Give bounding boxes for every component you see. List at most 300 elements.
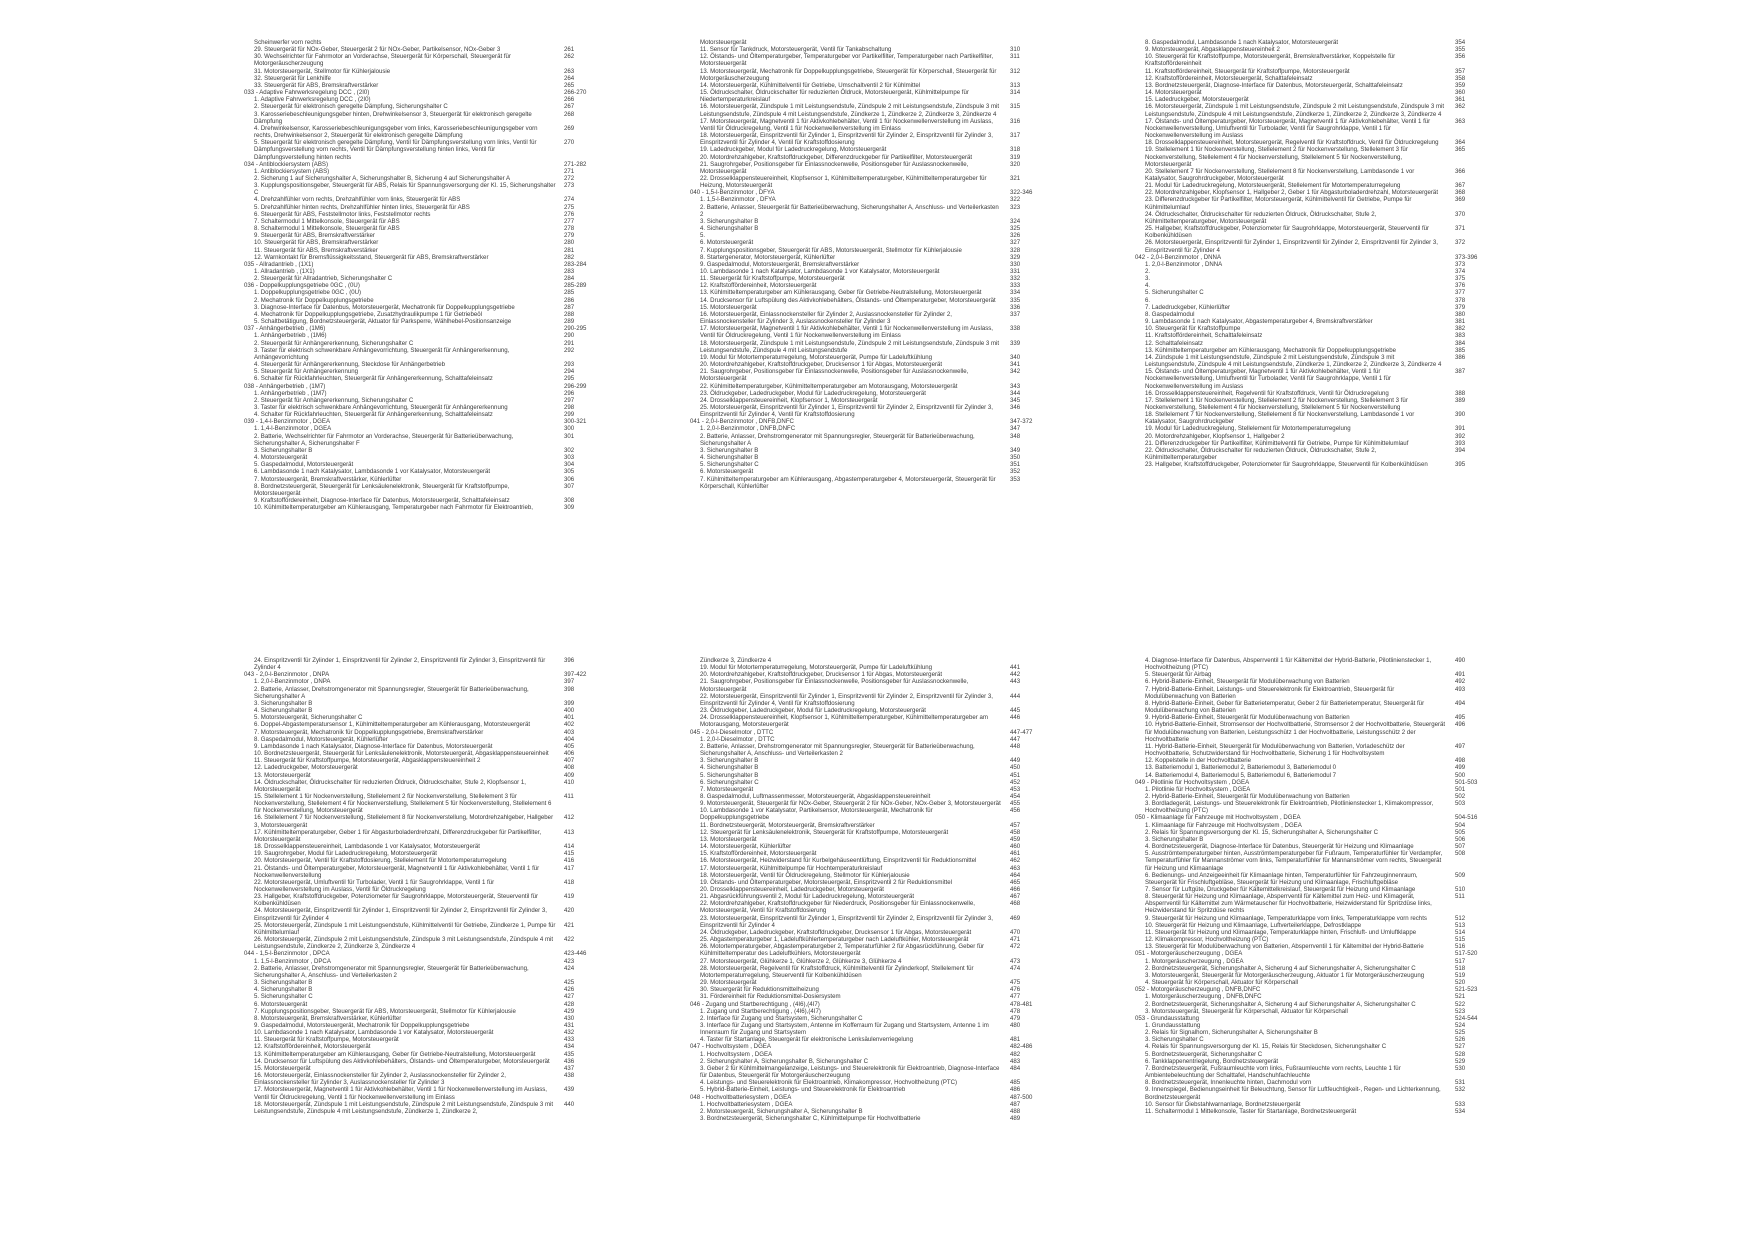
entry-title: 3. Sicherungshalter B <box>254 979 313 987</box>
index-entry <box>1135 850 1485 871</box>
index-section-entry <box>244 325 594 332</box>
entry-page-number: 275 <box>564 203 575 211</box>
entry-title: 11. Steuergerät für Kraftstoffpumpe, Motorsteuergerät, Abgasklappensteuereinheit 2 <box>254 757 481 765</box>
entry-title: 16. Stellelement 7 für Nockenverstellung, Stellelement 8 für Nockenverstellung, Motordrehzahlgeber, Hallgeber 3, Motorsteuergerät <box>254 814 554 829</box>
entry-page-number: 380 <box>1455 310 1466 318</box>
entry-page-number: 330 <box>1010 260 1021 268</box>
index-section-entry <box>244 282 594 289</box>
entry-title: 4. Drehwinkelsensor, Karosseriebeschleunigungsgeber vorn links, Karosseriebeschleunigungsgeber vorn rechts, Drehwinkelsensor 2, Steuergerät für elektronisch geregelte Dämpfung <box>254 124 538 140</box>
entry-page-number: 364 <box>1455 139 1466 147</box>
entry-title: 15. Motorsteuergerät <box>700 303 757 311</box>
entry-page-number: 315 <box>1010 103 1021 111</box>
entry-page-number: 453 <box>1010 785 1021 793</box>
entry-page-number: 530 <box>1455 1064 1466 1072</box>
index-entry <box>690 103 1040 117</box>
entry-title: 8. Gaspedalmodul <box>1145 310 1195 318</box>
entry-page-number: 502 <box>1455 792 1466 800</box>
index-entry <box>244 829 594 843</box>
entry-title: 16. Motorsteuergerät, Zündspule 1 mit Leistungsendstufe, Zündspule 2 mit Leistungsendstufe, Zündspule 3 mit Leistungsendstufe, Zündspule 4 mit Leistungsendstufe, Zündkerze 1, Zündkerze 2, Zündkerze 3, Zündkerze 4 <box>700 103 1000 118</box>
entry-title: 8. Hybrid-Batterie-Einheit, Geber für Batterietemperatur, Geber 2 für Batterietemperatur, Steuergerät für Modulüberwachung von Batterien <box>1145 699 1425 715</box>
entry-page-number: 427 <box>564 993 575 1001</box>
index-entry <box>1135 39 1485 46</box>
entry-title: 12. Kraftstoffördereinheit, Motorsteuergerät, Schalttafeleinsatz <box>1145 74 1313 82</box>
index-entry <box>690 68 1040 82</box>
index-entry <box>1135 239 1485 253</box>
entry-title: 8. Motorsteuergerät, Bremskraftverstärker, Kühlerlüfter <box>254 1014 402 1022</box>
index-entry <box>244 447 594 454</box>
entry-page-number: 290 <box>564 332 575 340</box>
entry-page-number: 265 <box>564 81 575 89</box>
entry-title: 11. Steuergerät für Heizung und Klimaanlage, Temperaturklappe hinten, Frischluft- und Umluftklappe <box>1145 928 1417 936</box>
entry-title: 10. Lambdasonde 1 vor Katalysator, Partikelsensor, Motorsteuergerät, Mechatronik für Doppelkupplungsgetriebe <box>700 807 933 822</box>
index-entry <box>1135 289 1485 296</box>
index-entry <box>690 943 1040 957</box>
entry-page-number: 430 <box>564 1014 575 1022</box>
entry-page-number: 316 <box>1010 117 1021 125</box>
entry-page-number: 290-295 <box>564 325 587 333</box>
index-entry <box>1135 96 1485 103</box>
entry-title: 1. 1,5-l-Benzinmotor , DPCA <box>254 957 331 965</box>
index-entry <box>1135 311 1485 318</box>
entry-title: 7. Motorsteuergerät <box>700 785 754 793</box>
index-entry <box>690 807 1040 821</box>
index-entry <box>244 332 594 339</box>
entry-page-number: 481 <box>1010 1036 1021 1044</box>
index-entry <box>690 454 1040 461</box>
entry-page-number: 271 <box>564 167 575 175</box>
entry-title: 16. Motorsteuergerät, Einlassnockensteller für Zylinder 2, Auslassnockensteller für Zylinder 2, Einlassnockensteller für Zylinder 3, Auslassnockensteller für Zylinder 3 <box>254 1072 506 1087</box>
index-entry <box>244 82 594 89</box>
entry-title: 9. Steuergerät für Heizung und Klimaanlage, Temperaturklappe vorn links, Temperaturklappe vorn rechts <box>1145 914 1427 922</box>
entry-page-number: 419 <box>564 893 575 901</box>
entry-title: 2. Hybrid-Batterie-Einheit, Steuergerät für Modulüberwachung von Batterien <box>1145 792 1350 800</box>
entry-page-number: 421 <box>564 921 575 929</box>
index-entry <box>690 468 1040 475</box>
index-entry <box>690 958 1040 965</box>
entry-page-number: 273 <box>564 182 575 190</box>
entry-title: 20. Drosselklappensteuereinheit, Ladedruckgeber, Motorsteuergerät <box>700 886 884 893</box>
index-entry <box>1135 340 1485 347</box>
entry-title: 4. Schalter für Rückfahrleuchten, Steuergerät für Anhängererkennung, Schalttafeleinsatz <box>254 411 493 419</box>
index-entry <box>690 865 1040 872</box>
index-entry <box>244 1015 594 1022</box>
index-entry <box>690 829 1040 836</box>
entry-title: 11. Steuergerät für Kraftstoffpumpe, Motorsteuergerät <box>700 275 845 283</box>
entry-title: 31. Motorsteuergerät, Stellmotor für Kühlerjalousie <box>254 67 391 75</box>
entry-page-number: 479 <box>1010 1014 1021 1022</box>
index-entry <box>1135 936 1485 943</box>
index-entry <box>1135 1036 1485 1043</box>
entry-title: 3. Sicherungshalter B <box>700 757 759 765</box>
index-entry <box>1135 1058 1485 1065</box>
entry-page-number: 432 <box>564 1029 575 1037</box>
entry-page-number: 474 <box>1010 964 1021 972</box>
index-entry <box>244 404 594 411</box>
entry-title: 15. Ölstands- und Öltemperaturgeber, Magnetventil 1 für Aktivkohlebehälter, Ventil 1 für Nockenwellenverstellung, Umluftventil für Turbolader, Ventil für Saugrohrklappe, Ventil 1 für Nockenwellenverstellung im Auslass <box>1145 368 1391 390</box>
entry-page-number: 449 <box>1010 757 1021 765</box>
entry-title: 11. Schaltermodul 1 Mittelkonsole, Taster für Startanlage, Bordnetzsteuergerät <box>1145 1107 1357 1115</box>
index-entry <box>244 375 594 382</box>
entry-title: 1. Doppelkupplungsgetriebe 0GC , (0U) <box>254 289 362 297</box>
entry-page-number: 362 <box>1455 103 1466 111</box>
entry-title: 19. Modul für Motortemperaturregelung, Motorsteuergerät, Pumpe für Ladeluftkühlung <box>700 353 933 361</box>
entry-page-number: 373-396 <box>1455 253 1478 261</box>
entry-title: 3. Bordladegerät, Leistungs- und Steuerelektronik für Elektroantrieb, Pilotlinienstecker 1, Klimakompressor, Hochvoltheizung (PTC) <box>1145 800 1434 815</box>
entry-title: 5. Sicherungshalter B <box>700 771 759 779</box>
entry-title: 9. Hybrid-Batterie-Einheit, Steuergerät für Modulüberwachung von Batterien <box>1145 714 1350 722</box>
entry-title: 7. Kupplungspositionsgeber, Steuergerät für ABS, Motorsteuergerät, Stellmotor für Kühlerjalousie <box>254 1007 516 1015</box>
entry-title: 23. Motorsteuergerät, Einspritzventil für Zylinder 1, Einspritzventil für Zylinder 2, Einspritzventil für Zylinder 3, Einspritzventil für Zylinder 4 <box>700 914 993 929</box>
entry-page-number: 492 <box>1455 678 1466 686</box>
entry-page-number: 284 <box>564 275 575 283</box>
entry-title: 24. Drosselklappensteuereinheit, Klopfsensor 1, Motorsteuergerät <box>700 396 878 404</box>
entry-title: 3. Motorsteuergerät, Steuergerät für Motorgeräuscherzeugung, Aktuator 1 für Motorgeräuscherzeugung <box>1145 971 1425 979</box>
entry-page-number: 371 <box>1455 225 1466 233</box>
entry-page-number: 506 <box>1455 835 1466 843</box>
entry-title: 19. Saugrohrgeber, Modul für Ladedruckregelung, Motorsteuergerät <box>254 850 437 858</box>
entry-title: 26. Motorsteuergerät, Einspritzventil für Zylinder 1, Einspritzventil für Zylinder 2, Einspritzventil für Zylinder 3, Einspritzventil für Zylinder 4 <box>1145 239 1438 254</box>
entry-title: 17. Motorsteuergerät, Kühlmittelpumpe für Hochtemperaturkreislauf <box>700 864 883 872</box>
entry-title: 2. <box>1145 268 1151 275</box>
index-entry <box>1135 1086 1485 1100</box>
index-entry <box>244 483 594 497</box>
entry-page-number: 341 <box>1010 361 1021 369</box>
index-entry <box>244 425 594 432</box>
index-entry <box>690 757 1040 764</box>
entry-page-number: 420 <box>564 907 575 915</box>
entry-title: 10. Bordnetzsteuergerät, Steuergerät für Lenksäulenelektronik, Motorsteuergerät, Abgasklappensteuereinheit <box>254 750 549 758</box>
entry-title: 13. Motorsteuergerät <box>254 771 311 779</box>
index-entry <box>690 1115 1040 1122</box>
entry-page-number: 397-422 <box>564 671 587 679</box>
index-entry <box>244 347 594 361</box>
entry-page-number: 338 <box>1010 325 1021 333</box>
index-entry <box>244 390 594 397</box>
entry-page-number: 519 <box>1455 971 1466 979</box>
entry-title: Zündkerze 3, Zündkerze 4 <box>700 657 772 664</box>
index-entry <box>244 936 594 950</box>
entry-page-number: 322 <box>1010 196 1021 204</box>
index-entry <box>244 879 594 893</box>
entry-page-number: 326 <box>1010 232 1021 240</box>
entry-title: 4. Leistungs- und Steuerelektronik für Elektroantrieb, Klimakompressor, Hochvoltheizung (PTC) <box>700 1079 958 1087</box>
entry-page-number: 353 <box>1010 475 1021 483</box>
index-column-6 <box>1135 657 1485 1115</box>
entry-page-number: 396 <box>564 657 575 664</box>
entry-title: 24. Drosselklappensteuereinheit, Klopfsensor 1, Kühlmitteltemperaturgeber, Kühlmitteltemperaturgeber am Motorausgang, Motorsteuergerät <box>700 714 988 729</box>
entry-page-number: 285-289 <box>564 282 587 290</box>
entry-page-number: 486 <box>1010 1086 1021 1094</box>
entry-title: 035 - Allradantrieb , (1X1) <box>244 260 314 268</box>
entry-title: 24. Öldruckschalter, Öldruckschalter für reduzierten Öldruck, Öldruckschalter, Stufe 2, Kühlmitteltemperaturgeber, Motorsteuergerät <box>1145 210 1377 225</box>
index-entry <box>1135 979 1485 986</box>
index-entry <box>690 361 1040 368</box>
entry-page-number: 347 <box>1010 425 1021 433</box>
entry-page-number: 270 <box>564 139 575 147</box>
index-entry <box>690 275 1040 282</box>
entry-title: 6. Lambdasonde 1 nach Katalysator, Lambdasonde 1 vor Katalysator, Motorsteuergerät <box>254 468 491 476</box>
index-entry <box>244 736 594 743</box>
entry-page-number: 418 <box>564 878 575 886</box>
entry-page-number: 280 <box>564 239 575 247</box>
index-entry <box>1135 829 1485 836</box>
entry-page-number: 509 <box>1455 871 1466 879</box>
entry-title: 23. Öldruckgeber, Ladedruckgeber, Modul für Ladedruckregelung, Motorsteuergerät <box>700 707 926 715</box>
index-entry <box>244 111 594 125</box>
entry-title: 15. Kraftstoffördereinheit, Motorsteuergerät <box>700 850 817 858</box>
index-entry <box>244 368 594 375</box>
index-entry <box>1135 714 1485 721</box>
entry-title: 037 - Anhängerbetrieb , (1M6) <box>244 325 326 333</box>
entry-page-number: 314 <box>1010 89 1021 97</box>
entry-page-number: 360 <box>1455 89 1466 97</box>
index-entry <box>690 261 1040 268</box>
index-entry <box>690 447 1040 454</box>
index-entry <box>690 82 1040 89</box>
entry-page-number: 292 <box>564 346 575 354</box>
index-entry <box>244 743 594 750</box>
entry-title: 21. Saugrohrgeber, Positionsgeber für Einlassnockenwelle, Positionsgeber für Auslassnockenwelle, Motorsteuergerät <box>700 678 969 693</box>
entry-page-number: 498 <box>1455 757 1466 765</box>
entry-title: 24. Öldruckgeber, Ladedruckgeber, Kraftstoffdruckgeber, Drucksensor 1 für Abgas, Motorsteuergerät <box>700 928 972 936</box>
index-entry <box>244 657 594 671</box>
entry-title: 13. Kühlmitteltemperaturgeber am Kühlerausgang, Geber für Getriebe-Neutralstellung, Motorsteuergerät <box>700 289 982 297</box>
entry-page-number: 287 <box>564 303 575 311</box>
entry-page-number: 333 <box>1010 282 1021 290</box>
entry-page-number: 478-481 <box>1010 1000 1033 1008</box>
entry-page-number: 312 <box>1010 67 1021 75</box>
entry-page-number: 263 <box>564 67 575 75</box>
entry-title: 11. Kraftstoffördereinheit, Steuergerät für Kraftstoffpumpe, Motorsteuergerät <box>1145 67 1350 75</box>
entry-title: 3. Sicherungshalter B <box>1145 835 1204 843</box>
index-entry <box>690 1079 1040 1086</box>
entry-title: 18. Drosselklappensteuereinheit, Lambdasonde 1 vor Katalysator, Motorsteuergerät <box>254 843 480 851</box>
entry-page-number: 307 <box>564 482 575 490</box>
entry-title: 6. Bedienungs- und Anzeigeeinheit für Klimaanlage hinten, Temperaturfühler für Fahrzeuginnenraum, Steuergerät für Frischluftgebläse, Steuergerät für Heizung und Klimaanlage, Frischluftgebläse <box>1145 871 1418 886</box>
index-entry <box>1135 772 1485 779</box>
entry-page-number: 377 <box>1455 289 1466 297</box>
entry-title: 10. Steuergerät für ABS, Bremskraftverstärker <box>254 239 379 247</box>
index-entry <box>690 311 1040 325</box>
entry-page-number: 317 <box>1010 132 1021 140</box>
entry-title: 6. Sicherungshalter C <box>700 778 759 786</box>
entry-title: 049 - Pilotlinie für Hochvoltsystem , DGEA <box>1135 778 1250 786</box>
entry-title: 13. Batteriemodul 1, Batteriemodul 2, Batteriemodul 3, Batteriemodul 0 <box>1145 764 1337 772</box>
entry-page-number: 507 <box>1455 843 1466 851</box>
entry-page-number: 347-372 <box>1010 418 1033 426</box>
entry-title: 2. Relais für Spannungsversorgung der Kl. 15, Sicherungshalter A, Sicherungshalter C <box>1145 828 1379 836</box>
index-entry <box>244 454 594 461</box>
index-entry <box>244 497 594 504</box>
entry-title: 1. Allradantrieb , (1X1) <box>254 268 315 275</box>
index-entry <box>1135 433 1485 440</box>
index-entry <box>690 404 1040 418</box>
entry-title: 8. Gaspedalmodul, Luftmassenmesser, Motorsteuergerät, Abgasklappensteuereinheit <box>700 792 931 800</box>
entry-title: 033 - Adaptive Fahrwerksregelung DCC , (2I0) <box>244 89 370 97</box>
index-entry <box>1135 325 1485 332</box>
entry-title: 8. Gaspedalmodul, Lambdasonde 1 nach Katalysator, Motorsteuergerät <box>1145 39 1339 46</box>
entry-page-number: 381 <box>1455 318 1466 326</box>
index-entry <box>690 822 1040 829</box>
index-entry <box>690 340 1040 354</box>
entry-page-number: 354 <box>1455 39 1466 46</box>
entry-page-number: 405 <box>564 742 575 750</box>
entry-title: 3. Interface für Zugang und Startsystem, Antenne im Kofferraum für Zugang und Startsystem, Antenne 1 im Innenraum für Zugang und Startsystem <box>700 1021 989 1037</box>
entry-page-number: 412 <box>564 814 575 822</box>
entry-title: 14. Zündspule 1 mit Leistungsendstufe, Zündspule 2 mit Leistungsendstufe, Zündspule 3 mit Leistungsendstufe, Zündspule 4 mit Leistungsendstufe, Zündkerze 1, Zündkerze 2, Zündkerze 3, Zündkerze 4 <box>1145 353 1442 369</box>
entry-title: 18. Motorsteuergerät, Ventil für Öldruckregelung, Stellmotor für Kühlerjalousie <box>700 871 910 879</box>
entry-title: 5. Schaltbetätigung, Bordnetzsteuergerät, Aktuator für Parksperre, Wählhebel-Positionsanzeige <box>254 318 512 326</box>
index-entry <box>1135 82 1485 89</box>
entry-page-number: 524-544 <box>1455 1014 1478 1022</box>
index-section-entry <box>690 729 1040 736</box>
index-entry <box>1135 411 1485 425</box>
entry-title: 5. Ausströmtemperaturgeber hinten, Ausströmtemperaturgeber für Fußraum, Temperaturfühler für Verdampfer, Temperaturfühler für Mannanströmer vorn links, Temperaturfühler für Mannanströmer vorn rechts, Steuergerät für Heizung und Klimaanlage <box>1145 850 1443 872</box>
entry-title: 20. Motorsteuergerät, Ventil für Kraftstoffdosierung, Stellelement für Motortemperaturregelung <box>254 857 507 865</box>
entry-title: 5. Steuergerät für Airbag <box>1145 671 1212 679</box>
entry-title: 3. Sicherungshalter B <box>254 446 313 454</box>
index-entry <box>244 211 594 218</box>
entry-title: 3. Bordnetzsteuergerät, Sicherungshalter C, Kühlmittelpumpe für Hochvoltbatterie <box>700 1115 921 1122</box>
index-entry <box>244 68 594 75</box>
index-entry <box>1135 275 1485 282</box>
entry-page-number: 469 <box>1010 914 1021 922</box>
index-section-entry <box>690 418 1040 425</box>
index-entry <box>1135 965 1485 972</box>
entry-page-number: 352 <box>1010 468 1021 476</box>
index-entry <box>1135 843 1485 850</box>
index-entry <box>244 218 594 225</box>
index-section-entry <box>244 161 594 168</box>
entry-title: 1. 2,0-l-Benzinmotor , DNFB,DNFC <box>700 425 796 433</box>
index-entry <box>244 468 594 475</box>
entry-page-number: 457 <box>1010 821 1021 829</box>
entry-page-number: 356 <box>1455 53 1466 61</box>
entry-title: 3. Sicherungshalter B <box>254 699 313 707</box>
entry-page-number: 401 <box>564 714 575 722</box>
index-section-entry <box>690 189 1040 196</box>
index-entry <box>1135 282 1485 289</box>
index-entry <box>244 196 594 203</box>
entry-page-number: 282 <box>564 253 575 261</box>
entry-title: 9. Kraftstoffördereinheit, Diagnose-Interface für Datenbus, Motorsteuergerät, Schalttafeleinsatz <box>254 497 510 504</box>
index-entry <box>1135 390 1485 397</box>
index-entry <box>244 1065 594 1072</box>
entry-title: 3. Kupplungspositionsgeber, Steuergerät für ABS, Relais für Spannungsversorgung der Kl. 15, Sicherungshalter C <box>254 182 556 197</box>
entry-page-number: 391 <box>1455 425 1466 433</box>
entry-page-number: 452 <box>1010 778 1021 786</box>
entry-page-number: 485 <box>1010 1079 1021 1087</box>
entry-page-number: 286 <box>564 296 575 304</box>
index-entry <box>1135 943 1485 950</box>
index-entry <box>244 239 594 246</box>
index-entry <box>244 75 594 82</box>
index-entry <box>1135 1079 1485 1086</box>
index-entry <box>1135 297 1485 304</box>
index-section-entry <box>244 950 594 957</box>
entry-page-number: 504-516 <box>1455 814 1478 822</box>
entry-title: 29. Motorsteuergerät <box>700 979 757 987</box>
entry-page-number: 266-270 <box>564 89 587 97</box>
entry-page-number: 382 <box>1455 325 1466 333</box>
entry-page-number: 501-503 <box>1455 778 1478 786</box>
entry-title: 3. Taster für elektrisch schwenkbare Anhängevorrichtung, Steuergerät für Anhängererkennung <box>254 403 508 411</box>
entry-page-number: 320 <box>1010 160 1021 168</box>
entry-title: 19. Stellelement 1 für Nockenverstellung, Stellelement 2 für Nockenverstellung, Stellelement 3 für Nockenverstellung, Stellelement 4 für Nockenverstellung, Stellelement 5 für Nockenverstellung, Motorsteuergerät <box>1145 146 1408 168</box>
entry-page-number: 349 <box>1010 446 1021 454</box>
index-entry <box>1135 836 1485 843</box>
entry-title: 25. Hallgeber, Kraftstoffdruckgeber, Potenziometer für Saugrohrklappe, Motorsteuergerät, Steuerventil für Kolbenkühldüsen <box>1145 225 1430 240</box>
entry-title: 21. Saugrohrgeber, Positionsgeber für Einlassnockenwelle, Positionsgeber für Auslassnockenwelle, Motorsteuergerät <box>700 160 969 175</box>
index-entry <box>690 325 1040 339</box>
entry-page-number: 264 <box>564 74 575 82</box>
entry-title: 4. Bordnetzsteuergerät, Diagnose-Interface für Datenbus, Steuergerät für Heizung und Klimaanlage <box>1145 843 1414 851</box>
entry-page-number: 478 <box>1010 1007 1021 1015</box>
entry-page-number: 351 <box>1010 461 1021 469</box>
entry-title: 5. Hybrid-Batterie-Einheit, Leistungs- und Steuerelektronik für Elektroantrieb <box>700 1086 906 1094</box>
index-entry <box>244 757 594 764</box>
entry-page-number: 283 <box>564 268 575 275</box>
index-entry <box>690 154 1040 161</box>
entry-title: 1. 2,0-l-Dieselmotor , DTTC <box>700 735 775 743</box>
entry-page-number: 429 <box>564 1007 575 1015</box>
entry-title: 20. Motordrehzahlgeber, Kraftstoffdruckgeber, Drucksensor 1 für Abgas, Motorsteuergerät <box>700 671 943 679</box>
entry-title: 9. Motorsteuergerät, Abgasklappensteuereinheit 2 <box>1145 46 1280 54</box>
entry-page-number: 384 <box>1455 339 1466 347</box>
index-entry <box>244 297 594 304</box>
entry-page-number: 276 <box>564 210 575 218</box>
entry-page-number: 446 <box>1010 714 1021 722</box>
index-entry <box>1135 1001 1485 1008</box>
entry-title: 22. Öldruckschalter, Öldruckschalter für reduzierten Öldruck, Öldruckschalter, Stufe 2, Kühlmitteltemperaturgeber <box>1145 446 1377 462</box>
entry-page-number: 518 <box>1455 964 1466 972</box>
entry-page-number: 301 <box>564 432 575 440</box>
entry-page-number: 397 <box>564 678 575 686</box>
index-entry <box>244 678 594 685</box>
index-entry <box>690 1101 1040 1108</box>
index-entry <box>1135 958 1485 965</box>
index-entry <box>690 786 1040 793</box>
index-entry <box>1135 1022 1485 1029</box>
entry-page-number: 437 <box>564 1064 575 1072</box>
entry-title: 9. Lambdasonde 1 nach Katalysator, Abgastemperaturgeber 4, Bremskraftverstärker <box>1145 318 1373 326</box>
entry-title: 19. Ölstands- und Öltemperaturgeber, Motorsteuergerät, Einspritzventil 2 für Reduktionsmittel <box>700 878 952 886</box>
entry-title: 20. Motordrehzahlgeber, Kraftstoffdruckgeber, Drucksensor 1 für Abgas, Motorsteuergerät <box>700 361 943 369</box>
index-section-entry <box>1135 254 1485 261</box>
index-entry <box>244 268 594 275</box>
entry-page-number: 461 <box>1010 850 1021 858</box>
entry-page-number: 504 <box>1455 821 1466 829</box>
entry-page-number: 495 <box>1455 714 1466 722</box>
index-entry <box>690 397 1040 404</box>
entry-title: 2. Sicherung 1 auf Sicherungshalter A, Sicherungshalter B, Sicherung 4 auf Sicherungshalter A <box>254 174 511 182</box>
index-entry <box>244 225 594 232</box>
entry-title: 23. Hallgeber, Kraftstoffdruckgeber, Potenziometer für Saugrohrklappe, Steuerventil für Kolbenkühldüsen <box>1145 461 1428 469</box>
index-entry <box>690 390 1040 397</box>
index-entry <box>1135 168 1485 182</box>
index-entry <box>244 103 594 110</box>
index-entry <box>690 664 1040 671</box>
entry-page-number: 424 <box>564 964 575 972</box>
entry-title: 2. Interface für Zugang und Startsystem, Sicherungshalter C <box>700 1014 863 1022</box>
index-entry <box>690 304 1040 311</box>
entry-title: 1. Pilotlinie für Hochvoltsystem , DGEA <box>1145 785 1251 793</box>
entry-title: 2. Motorsteuergerät, Sicherungshalter A, Sicherungshalter B <box>700 1107 863 1115</box>
index-entry <box>244 182 594 196</box>
index-entry <box>1135 75 1485 82</box>
entry-page-number: 425 <box>564 979 575 987</box>
index-entry <box>1135 822 1485 829</box>
